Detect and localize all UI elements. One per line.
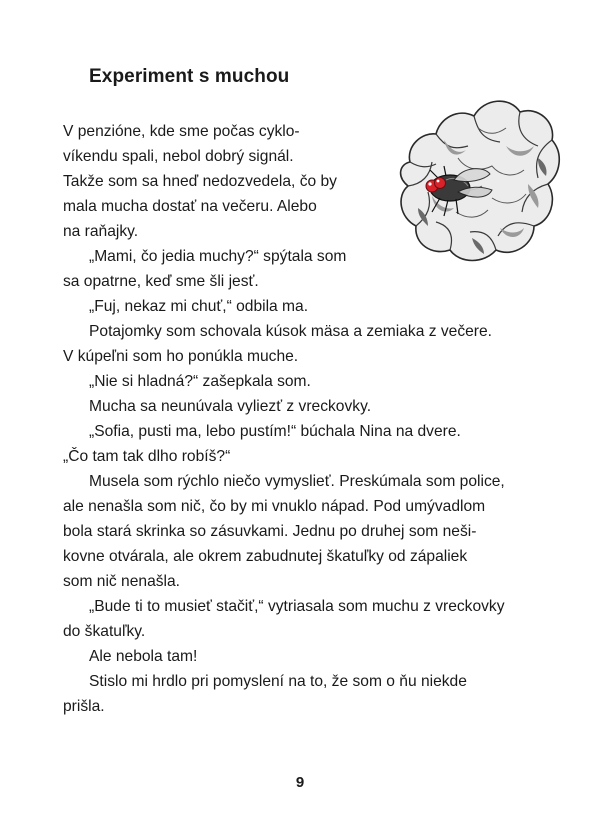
- body-line: som nič nenašla.: [63, 573, 181, 590]
- body-line: Mucha sa neunúvala vyliezť z vreckovky.: [89, 398, 372, 415]
- body-line: Stislo mi hrdlo pri pomyslení na to, že som o ňu niekde: [89, 673, 467, 690]
- body-line: „Sofia, pusti ma, lebo pustím!“ búchala Nina na dvere.: [89, 423, 461, 440]
- body-line: bola stará skrinka so zásuvkami. Jednu po druhej som neši-: [63, 523, 477, 540]
- body-line: „Čo tam tak dlho robíš?“: [63, 448, 231, 465]
- body-line: do škatuľky.: [63, 623, 146, 640]
- page-number: 9: [295, 774, 305, 791]
- body-line: Takže som sa hneď nedozvedela, čo by: [63, 173, 337, 190]
- body-line: prišla.: [63, 698, 105, 715]
- chapter-title: Experiment s muchou: [89, 66, 290, 87]
- body-line: „Mami, čo jedia muchy?“ spýtala som: [89, 248, 347, 265]
- body-line: Musela som rýchlo niečo vymyslieť. Preskúmala som police,: [89, 473, 505, 490]
- body-line: V penzióne, kde sme počas cyklo-: [63, 123, 300, 140]
- body-line: víkendu spali, nebol dobrý signál.: [63, 148, 294, 165]
- fly-on-crumpled-tissue-icon: [388, 88, 564, 270]
- body-line: sa opatrne, keď sme šli jesť.: [63, 273, 259, 290]
- body-line: na raňajky.: [63, 223, 139, 240]
- body-line: „Nie si hladná?“ zašepkala som.: [89, 373, 311, 390]
- body-line: Ale nebola tam!: [89, 648, 198, 665]
- body-line: kovne otvárala, ale okrem zabudnutej škatuľky od zápaliek: [63, 548, 468, 565]
- body-line: „Bude ti to musieť stačiť,“ vytriasala som muchu z vreckovky: [89, 598, 505, 615]
- body-line: mala mucha dostať na večeru. Alebo: [63, 198, 317, 215]
- body-line: ale nenašla som nič, čo by mi vnuklo nápad. Pod umývadlom: [63, 498, 486, 515]
- body-line: Potajomky som schovala kúsok mäsa a zemiaka z večere.: [89, 323, 493, 340]
- body-line: „Fuj, nekaz mi chuť,“ odbila ma.: [89, 298, 309, 315]
- body-line: V kúpeľni som ho ponúkla muche.: [63, 348, 299, 365]
